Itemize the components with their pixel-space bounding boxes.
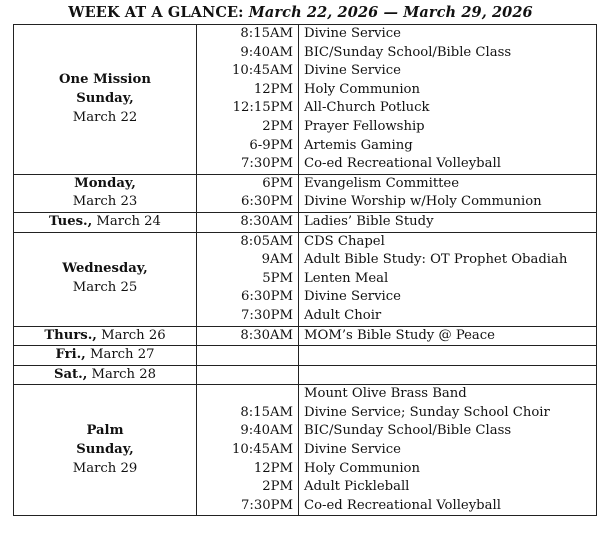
day-label-line	[14, 260, 196, 279]
day-label-line	[14, 109, 196, 128]
event-name: Co-ed Recreational Volleyball	[304, 497, 501, 513]
day-cell	[14, 25, 197, 175]
event-name: Ladies’ Bible Study	[304, 213, 434, 229]
day-name: Fri.,	[55, 347, 86, 363]
day-label-line	[14, 90, 196, 109]
event-time: 7:30PM	[241, 156, 293, 172]
day-row	[14, 25, 597, 175]
event-time: 2PM	[262, 118, 293, 134]
event-time: 8:15AM	[240, 404, 293, 420]
times-cell	[197, 346, 299, 366]
events-cell	[299, 232, 597, 326]
day-date: March 28	[87, 366, 157, 382]
day-label-line	[14, 175, 196, 194]
day-date: March 22	[72, 109, 138, 125]
event-time: 2PM	[262, 479, 293, 495]
event-name: BIC/Sunday School/Bible Class	[304, 423, 512, 439]
event-name	[304, 346, 596, 365]
event-name: BIC/Sunday School/Bible Class	[304, 44, 512, 60]
day-row	[14, 385, 597, 516]
event-time: 12PM	[253, 460, 293, 476]
day-label-line	[14, 193, 196, 212]
day-name: Monday,	[74, 175, 136, 191]
event-name: CDS Chapel	[304, 233, 385, 249]
event-time: 7:30PM	[241, 307, 293, 323]
day-date: March 27	[85, 347, 155, 363]
day-label-line	[14, 279, 196, 298]
day-name: Sat.,	[53, 366, 88, 382]
event-time: 5PM	[262, 270, 293, 286]
day-row	[14, 365, 597, 385]
event-name: Co-ed Recreational Volleyball	[304, 156, 501, 172]
day-cell	[14, 174, 197, 212]
event-name: Adult Bible Study: OT Prophet Obadiah	[304, 252, 568, 268]
event-time: 6-9PM	[249, 137, 293, 153]
day-row	[14, 174, 597, 212]
event-name: MOM’s Bible Study @ Peace	[304, 327, 495, 343]
day-name: Thurs.,	[44, 327, 97, 343]
event-name: Prayer Fellowship	[304, 118, 425, 134]
day-label-line	[14, 71, 196, 90]
event-name: Divine Service; Sunday School Choir	[304, 404, 550, 420]
event-time: 12PM	[253, 81, 293, 97]
event-time: 9:40AM	[240, 44, 293, 60]
event-time: 10:45AM	[231, 63, 293, 79]
event-time	[197, 385, 293, 404]
day-date: March 29	[72, 460, 138, 476]
event-time	[197, 366, 293, 385]
events-cell	[299, 385, 597, 516]
title-label: WEEK AT A GLANCE:	[68, 4, 244, 21]
day-date: March 24	[92, 213, 161, 229]
day-name: One Mission	[59, 72, 151, 88]
event-time: 10:45AM	[231, 442, 293, 458]
event-name: Divine Worship w/Holy Communion	[304, 194, 542, 210]
event-time: 9:40AM	[240, 423, 293, 439]
day-date: March 25	[72, 280, 138, 296]
event-time	[197, 346, 293, 365]
events-cell	[299, 326, 597, 346]
day-date: March 26	[96, 327, 166, 343]
day-label-line	[14, 441, 196, 460]
events-cell	[299, 365, 597, 385]
day-name: Wednesday,	[62, 261, 148, 277]
event-time: 6:30PM	[241, 194, 293, 210]
day-row	[14, 326, 597, 346]
times-cell	[197, 25, 299, 175]
day-label-line	[14, 366, 196, 385]
day-cell	[14, 346, 197, 366]
times-cell	[197, 385, 299, 516]
event-name: Mount Olive Brass Band	[304, 386, 467, 402]
schedule-table	[13, 24, 597, 516]
events-cell	[299, 174, 597, 212]
times-cell	[197, 232, 299, 326]
day-name: Palm	[86, 423, 124, 439]
day-label-line	[14, 422, 196, 441]
event-time: 9AM	[261, 252, 293, 268]
event-name: Artemis Gaming	[304, 137, 413, 153]
day-name: Sunday,	[76, 91, 134, 107]
event-name: Holy Communion	[304, 460, 420, 476]
day-name: Sunday,	[76, 442, 134, 458]
event-name: Adult Choir	[304, 307, 382, 323]
day-label-line	[14, 213, 196, 232]
event-name: Adult Pickleball	[304, 479, 410, 495]
event-time: 8:30AM	[240, 213, 293, 229]
day-row	[14, 232, 597, 326]
event-name: All-Church Potluck	[304, 100, 430, 116]
event-time: 8:05AM	[240, 233, 293, 249]
title-dates: March 22, 2026 — March 29, 2026	[248, 4, 533, 21]
event-time: 7:30PM	[241, 497, 293, 513]
day-row	[14, 346, 597, 366]
event-name: Evangelism Committee	[304, 175, 460, 191]
day-name: Tues.,	[49, 213, 93, 229]
event-time: 6:30PM	[241, 289, 293, 305]
event-name: Divine Service	[304, 63, 401, 79]
times-cell	[197, 174, 299, 212]
day-label-line	[14, 460, 196, 479]
event-name: Holy Communion	[304, 81, 420, 97]
day-cell	[14, 326, 197, 346]
day-cell	[14, 212, 197, 232]
events-cell	[299, 346, 597, 366]
day-cell	[14, 232, 197, 326]
day-row	[14, 212, 597, 232]
event-name: Divine Service	[304, 26, 401, 41]
day-label-line	[14, 327, 196, 346]
event-name	[304, 366, 596, 385]
events-cell	[299, 25, 597, 175]
event-time: 12:15PM	[232, 100, 293, 116]
times-cell	[197, 365, 299, 385]
day-label-line	[14, 346, 196, 365]
page-title	[0, 4, 601, 21]
event-name: Divine Service	[304, 289, 401, 305]
times-cell	[197, 212, 299, 232]
event-name: Lenten Meal	[304, 270, 389, 286]
day-date: March 23	[72, 194, 138, 210]
event-time: 8:30AM	[240, 327, 293, 343]
event-time: 6PM	[262, 175, 293, 191]
day-cell	[14, 365, 197, 385]
event-name: Divine Service	[304, 442, 401, 458]
times-cell	[197, 326, 299, 346]
events-cell	[299, 212, 597, 232]
event-time: 8:15AM	[240, 26, 293, 41]
day-cell	[14, 385, 197, 516]
